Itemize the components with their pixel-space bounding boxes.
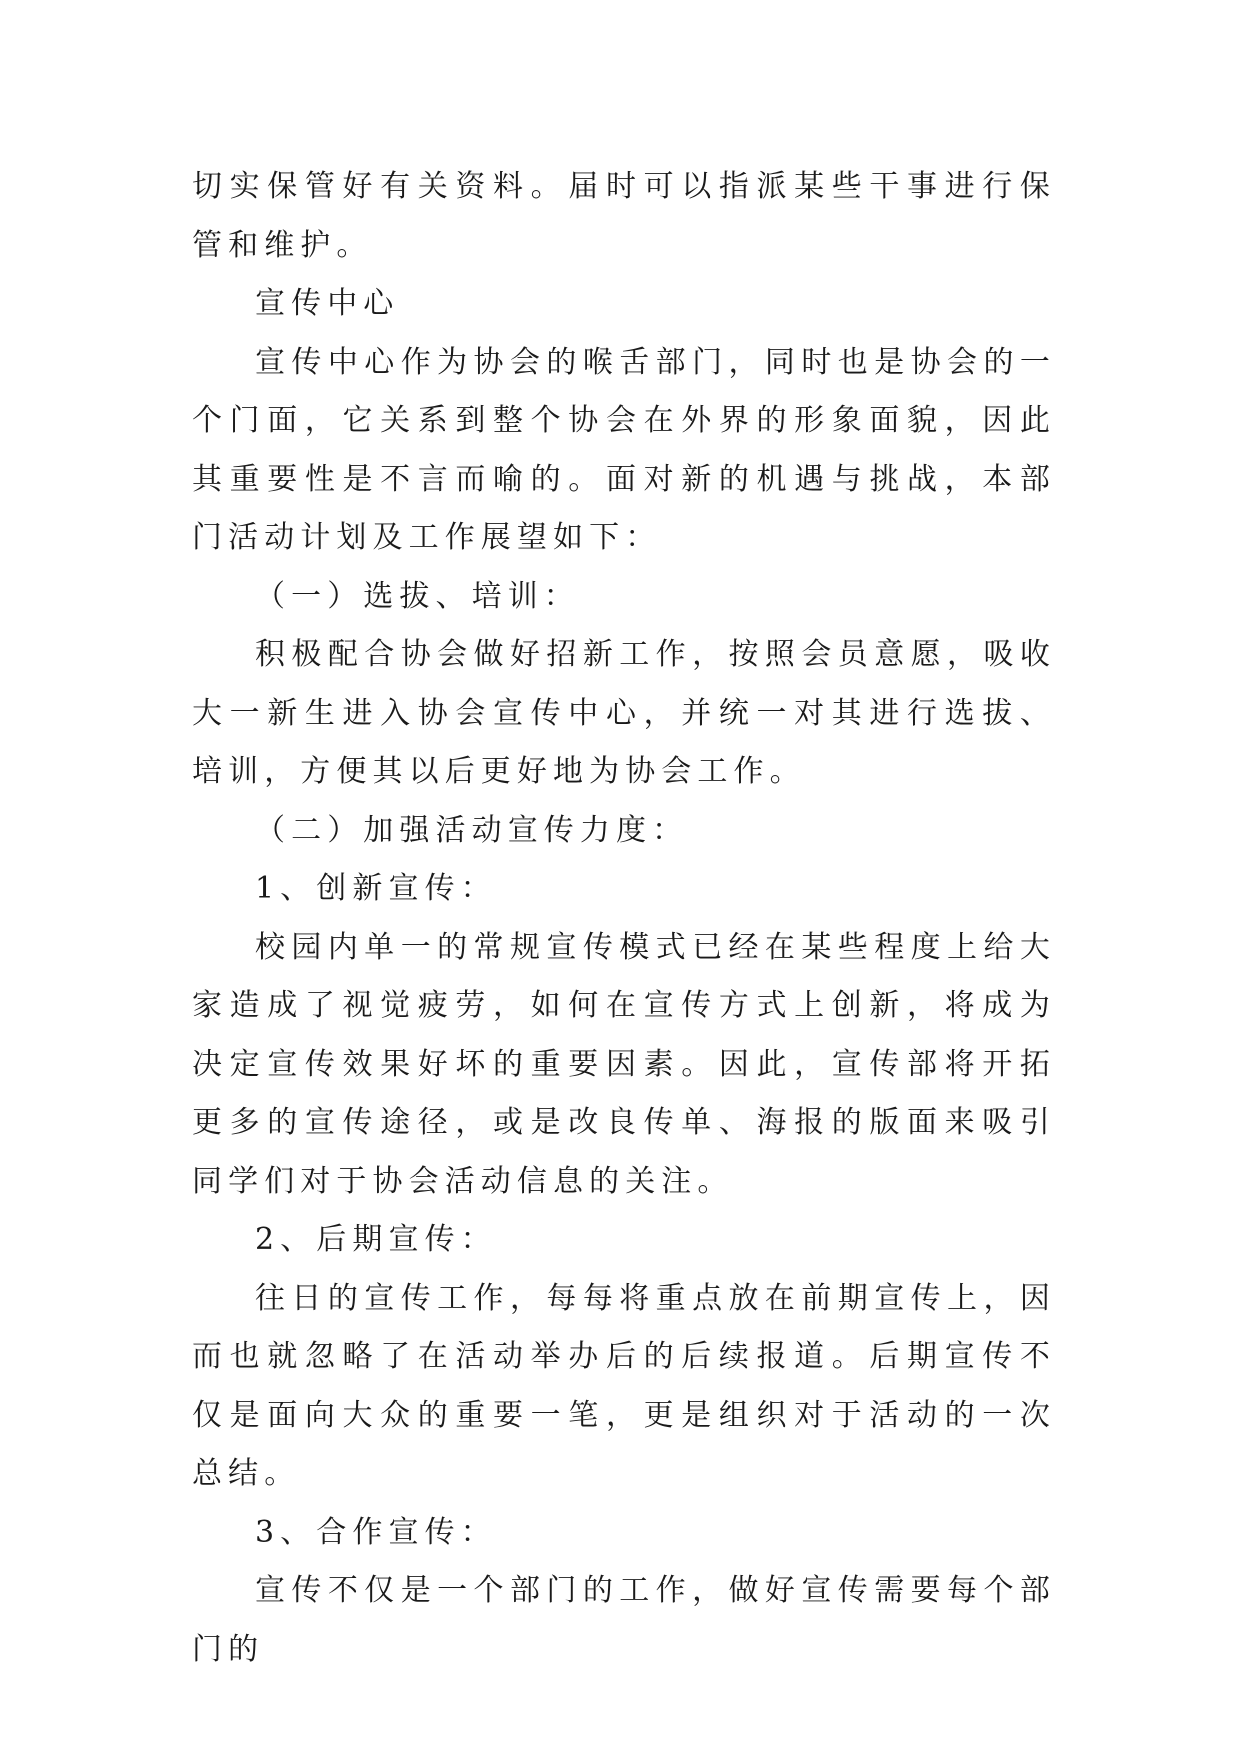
paragraph-later-publicity: 往日的宣传工作，每每将重点放在前期宣传上，因而也就忽略了在活动举办后的后续报道。后期宣传不仅是面向大众的重要一笔，更是组织对于活动的一次总结。 [192, 1280, 1056, 1491]
subheading-strengthen-publicity: （二）加强活动宣传力度： [255, 812, 689, 848]
paragraph-cooperative-publicity: 宣传不仅是一个部门的工作，做好宣传需要每个部门的 [192, 1573, 1056, 1667]
subheading-selection-training: （一）选拔、培训： [255, 578, 580, 614]
section-heading-publicity-center: 宣传中心 [255, 286, 400, 321]
item-heading-cooperative-publicity: 3、合作宣传： [255, 1514, 497, 1550]
item-heading-later-publicity: 2、后期宣传： [255, 1222, 497, 1257]
document-body [192, 158, 1056, 1679]
item-heading-innovative-publicity: 1、创新宣传： [255, 871, 497, 906]
paragraph-continuation: 切实保管好有关资料。届时可以指派某些干事进行保管和维护。 [192, 169, 1056, 263]
paragraph-intro: 宣传中心作为协会的喉舌部门，同时也是协会的一个门面，它关系到整个协会在外界的形象面貌，因此其重要性是不言而喻的。面对新的机遇与挑战，本部门活动计划及工作展望如下： [192, 344, 1056, 555]
paragraph-innovative-publicity: 校园内单一的常规宣传模式已经在某些程度上给大家造成了视觉疲劳，如何在宣传方式上创新，将成为决定宣传效果好坏的重要因素。因此，宣传部将开拓更多的宣传途径，或是改良传单、海报的版面来吸引同学们对于协会活动信息的关注。 [192, 929, 1056, 1199]
paragraph-recruitment: 积极配合协会做好招新工作，按照会员意愿，吸收大一新生进入协会宣传中心，并统一对其进行选拔、培训，方便其以后更好地为协会工作。 [192, 637, 1056, 789]
